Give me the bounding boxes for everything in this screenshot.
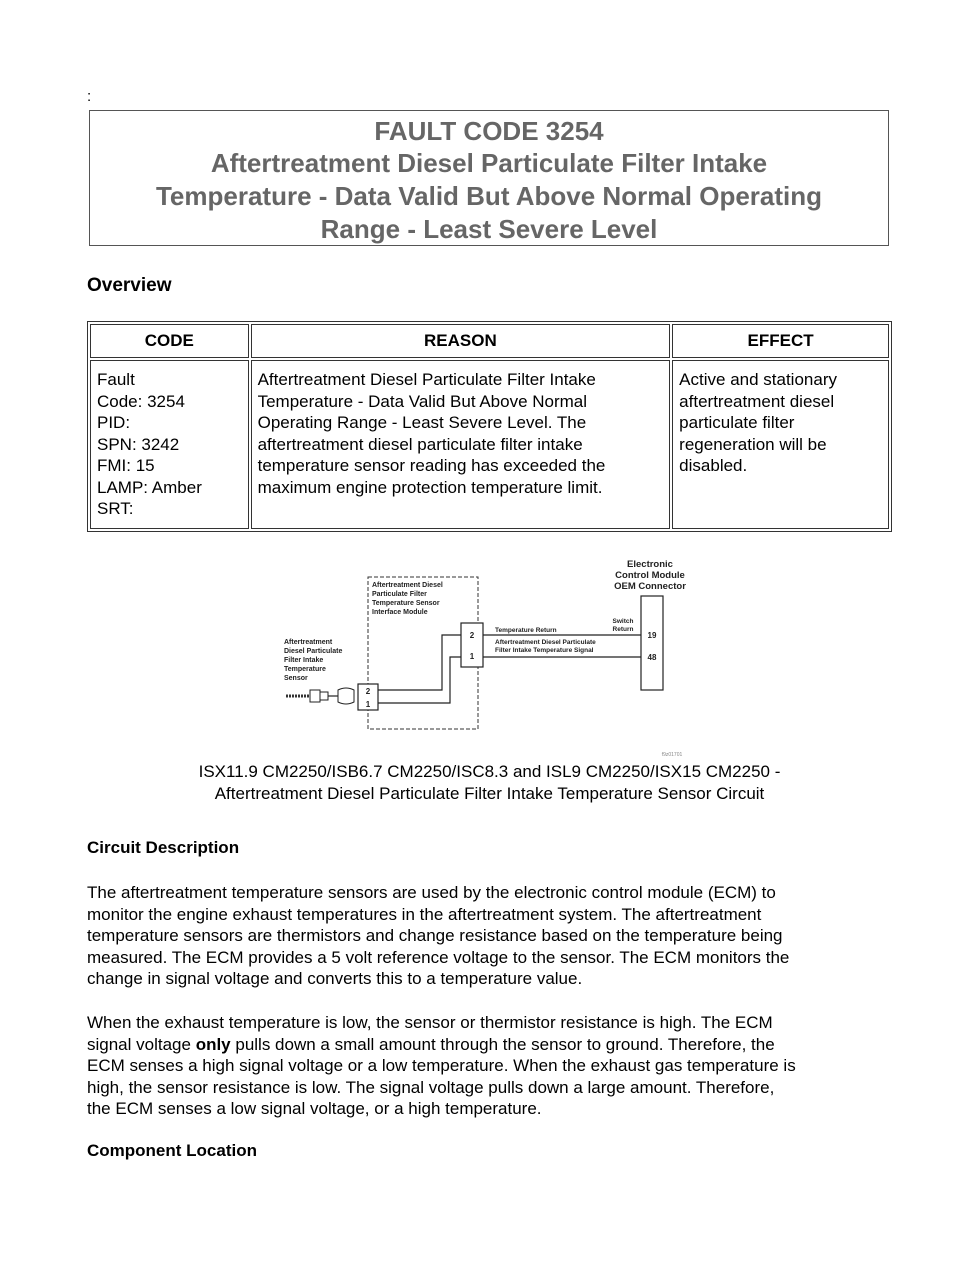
sensor-plug xyxy=(338,688,354,704)
table-header-row xyxy=(90,324,889,358)
switch-return-label-1: Switch xyxy=(612,618,634,625)
sensor-label-5: Sensor xyxy=(284,675,308,682)
header-code: CODE xyxy=(90,324,249,358)
fault-code-title: FAULT CODE 3254 xyxy=(374,116,604,146)
switch-return-label-2: Return xyxy=(612,626,634,633)
ecm-label-2: Control Module xyxy=(615,570,685,581)
reason-line: temperature sensor reading has exceeded the xyxy=(257,456,606,475)
reason-line: Temperature - Data Valid But Above Normal xyxy=(257,391,588,411)
module-pin-1: 1 xyxy=(469,652,475,661)
sensor-label-4: Temperature xyxy=(284,666,326,673)
sensor-wire-bottom xyxy=(378,657,461,703)
sensor-label-2: Diesel Particulate xyxy=(284,648,343,655)
code-line: PID: xyxy=(97,413,131,432)
emphasis-only: only xyxy=(195,1034,231,1054)
title-box xyxy=(89,110,889,246)
code-line: FMI: 15 xyxy=(97,456,155,475)
ecm-pin-48: 48 xyxy=(647,653,657,662)
effect-line: regeneration will be xyxy=(679,434,827,454)
paragraph-line: measured. The ECM provides a 5 volt reference voltage to the sensor. The ECM monitors the xyxy=(87,947,790,967)
interface-label-3: Temperature Sensor xyxy=(372,600,440,607)
effect-cell xyxy=(672,360,889,529)
code-line: Fault xyxy=(97,370,135,389)
ecm-pin-19: 19 xyxy=(647,631,657,640)
title-line-3: Range - Least Severe Level xyxy=(320,214,658,244)
reason-line: aftertreatment diesel particulate filter intake xyxy=(257,434,583,454)
circuit-paragraph-1 xyxy=(87,882,892,990)
sensor-label-1: Aftertreatment xyxy=(284,639,333,646)
paragraph-line: the ECM senses a low signal voltage, or a high temperature. xyxy=(87,1099,542,1118)
header-effect: EFFECT xyxy=(672,324,889,358)
paragraph-line: temperature sensors are thermistors and change resistance based on the temperature being xyxy=(87,926,783,945)
effect-line: particulate filter xyxy=(679,413,795,432)
reason-line: Aftertreatment Diesel Particulate Filter Intake xyxy=(257,370,596,389)
circuit-description-heading: Circuit Description xyxy=(87,838,240,857)
overview-heading: Overview xyxy=(87,275,172,296)
fault-table xyxy=(87,321,892,532)
diagram-ref-number: f9z01701 xyxy=(661,752,683,758)
paragraph-text: pulls down a small amount through the sensor to ground. Therefore, the xyxy=(230,1034,775,1054)
paragraph-line xyxy=(87,1034,892,1056)
signal-label-1: Aftertreatment Diesel Particulate xyxy=(495,639,596,646)
interface-label-2: Particulate Filter xyxy=(372,591,427,598)
sensor-label-3: Filter Intake xyxy=(284,657,324,664)
title-line-1: Aftertreatment Diesel Particulate Filter Intake xyxy=(210,148,768,178)
interface-label-4: Interface Module xyxy=(372,609,428,616)
ecm-label-1: Electronic xyxy=(627,559,673,570)
sensor-wire-top xyxy=(378,635,461,690)
effect-line: Active and stationary xyxy=(679,370,837,389)
paragraph-line: high, the sensor resistance is low. The signal voltage pulls down a large amount. Therefore, xyxy=(87,1077,775,1097)
caption-line-1: ISX11.9 CM2250/ISB6.7 CM2250/ISC8.3 and ISL9 CM2250/ISX15 CM2250 - xyxy=(198,762,781,781)
sensor-pin-2: 2 xyxy=(365,687,371,696)
reason-line: Operating Range - Least Severe Level. The xyxy=(257,413,587,432)
diagram-caption xyxy=(87,761,892,805)
code-line: Code: 3254 xyxy=(97,391,185,411)
paragraph-text: signal voltage xyxy=(87,1034,196,1054)
title-line-2: Temperature - Data Valid But Above Normal Operating xyxy=(155,181,823,211)
header-reason: REASON xyxy=(251,324,671,358)
sensor-probe-body xyxy=(310,690,320,702)
paragraph-line: change in signal voltage and converts this to a temperature value. xyxy=(87,969,583,988)
effect-line: disabled. xyxy=(679,456,748,475)
component-location-heading: Component Location xyxy=(87,1141,257,1160)
sensor-pin-1: 1 xyxy=(365,700,371,709)
paragraph-line: monitor the engine exhaust temperatures in the aftertreatment system. The aftertreatment xyxy=(87,904,762,924)
signal-label-2: Filter Intake Temperature Signal xyxy=(495,647,594,654)
paragraph-line: The aftertreatment temperature sensors are used by the electronic control module (ECM) to xyxy=(87,883,776,902)
code-cell xyxy=(90,360,249,529)
ecm-connector-box xyxy=(641,596,663,690)
code-line: SRT: xyxy=(97,499,134,518)
ecm-label-3: OEM Connector xyxy=(614,581,686,592)
temperature-return-label: Temperature Return xyxy=(495,627,557,634)
reason-line: maximum engine protection temperature limit. xyxy=(257,477,603,497)
code-line: SPN: 3242 xyxy=(97,434,180,454)
interface-label-1: Aftertreatment Diesel xyxy=(372,582,443,589)
paragraph-line: ECM senses a high signal voltage or a low temperature. When the exhaust gas temperature is xyxy=(87,1056,796,1075)
effect-line: aftertreatment diesel xyxy=(679,391,835,411)
caption-line-2: Aftertreatment Diesel Particulate Filter Intake Temperature Sensor Circuit xyxy=(214,784,765,803)
paragraph-line: When the exhaust temperature is low, the sensor or thermistor resistance is high. The ECM xyxy=(87,1013,773,1032)
sensor-probe-nut xyxy=(320,692,328,700)
code-line: LAMP: Amber xyxy=(97,477,202,497)
reason-cell xyxy=(251,360,671,529)
circuit-paragraph-2 xyxy=(87,1012,892,1120)
table-row xyxy=(90,360,889,529)
circuit-diagram xyxy=(280,556,700,762)
leading-colon: : xyxy=(87,88,92,105)
module-pin-2: 2 xyxy=(469,631,475,640)
